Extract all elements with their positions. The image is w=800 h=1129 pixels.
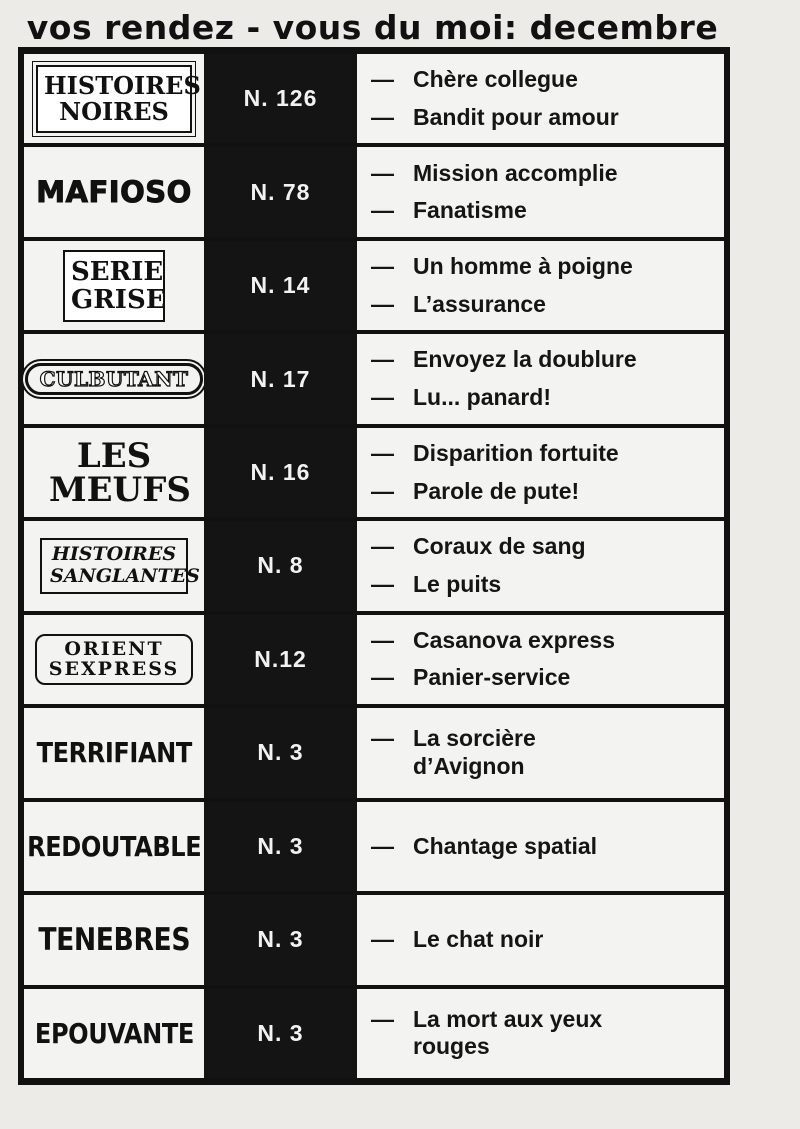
story-titles <box>357 147 724 236</box>
issue-number: N. 17 <box>204 334 357 423</box>
story-title-text: Le puits <box>413 570 502 597</box>
table-row <box>21 428 727 517</box>
series-logo <box>24 241 204 330</box>
series-logo <box>24 521 204 610</box>
story-title <box>371 627 724 655</box>
series-logo-text: REDOUTABLE <box>26 829 202 863</box>
story-titles <box>357 241 724 330</box>
table-row <box>21 802 727 891</box>
page-title: vos rendez - vous du moi: decembre <box>26 8 719 47</box>
story-titles <box>357 334 724 423</box>
dash: — <box>371 926 394 952</box>
dash: — <box>371 477 394 504</box>
series-logo-text: MAFIOSO <box>36 175 192 210</box>
issue-number: N. 3 <box>204 895 357 984</box>
story-title-text: Panier-service <box>413 664 571 691</box>
dash: — <box>371 725 394 752</box>
table-row <box>21 895 727 984</box>
story-title <box>371 197 724 225</box>
dash: — <box>371 384 394 411</box>
issue-number: N. 16 <box>204 428 357 517</box>
series-logo-text: HISTOIRES SANGLANTES <box>40 538 188 594</box>
story-title <box>371 346 724 374</box>
table-row <box>21 708 727 797</box>
series-logo <box>24 802 204 891</box>
table-row <box>21 615 727 704</box>
story-title <box>371 926 724 954</box>
dash: — <box>371 664 394 691</box>
story-title-text: La mort aux yeux rouges <box>413 1005 603 1060</box>
table-row <box>21 147 727 236</box>
story-title-text: Chère collegue <box>413 66 578 93</box>
story-title <box>371 533 724 561</box>
dash: — <box>371 159 394 186</box>
dash: — <box>371 533 394 560</box>
issue-number: N. 78 <box>204 147 357 236</box>
story-titles <box>357 521 724 610</box>
story-title <box>371 478 724 506</box>
series-logo <box>24 989 204 1078</box>
story-titles <box>357 989 724 1078</box>
series-logo <box>24 708 204 797</box>
story-title-text: Le chat noir <box>413 926 544 952</box>
story-titles <box>357 708 724 797</box>
story-title-text: Envoyez la doublure <box>413 346 637 373</box>
series-logo-text: TERRIFIANT <box>36 736 192 770</box>
series-logo <box>24 428 204 517</box>
dash: — <box>371 570 394 597</box>
story-title <box>371 104 724 132</box>
dash: — <box>371 439 394 466</box>
story-title <box>371 440 724 468</box>
story-title <box>371 833 724 861</box>
story-title-text: Fanatisme <box>413 197 527 224</box>
story-title <box>371 66 724 94</box>
issue-number: N. 3 <box>204 708 357 797</box>
dash: — <box>371 253 394 280</box>
story-titles <box>357 615 724 704</box>
dash: — <box>371 346 394 373</box>
dash: — <box>371 66 394 93</box>
story-title-text: Bandit pour amour <box>413 103 619 130</box>
story-title <box>371 664 724 692</box>
issue-number: N. 8 <box>204 521 357 610</box>
issue-number: N.12 <box>204 615 357 704</box>
dash: — <box>371 290 394 317</box>
story-titles <box>357 428 724 517</box>
series-logo <box>24 334 204 423</box>
series-logo <box>24 54 204 143</box>
dash: — <box>371 103 394 130</box>
story-title <box>371 725 724 780</box>
series-logo-text: SERIE GRISE <box>63 250 165 322</box>
story-title <box>371 1006 724 1061</box>
story-title <box>371 571 724 599</box>
issue-number: N. 3 <box>204 802 357 891</box>
story-title-text: Lu... panard! <box>413 384 551 411</box>
story-title-text: Disparition fortuite <box>413 439 619 466</box>
table-row <box>21 521 727 610</box>
issue-number: N. 126 <box>204 54 357 143</box>
story-title-text: L’assurance <box>413 290 546 317</box>
dash: — <box>371 832 394 859</box>
dash: — <box>371 197 394 224</box>
series-logo <box>24 895 204 984</box>
story-titles <box>357 802 724 891</box>
series-logo-text: EPOUVANTE <box>34 1016 194 1050</box>
story-title <box>371 384 724 412</box>
story-title-text: Casanova express <box>413 626 616 653</box>
series-logo-text: HISTOIRES NOIRES <box>36 65 192 133</box>
story-titles <box>357 895 724 984</box>
story-title <box>371 253 724 281</box>
story-title-text: Parole de pute! <box>413 477 580 504</box>
story-title-text: Chantage spatial <box>413 832 598 859</box>
schedule-table <box>18 47 730 1085</box>
series-logo-text: TENEBRES <box>38 921 190 958</box>
story-title-text: Mission accomplie <box>413 159 618 186</box>
story-title-text: Coraux de sang <box>413 533 586 560</box>
series-logo-text: LES MEUFS <box>49 435 191 510</box>
table-row <box>21 989 727 1078</box>
story-titles <box>357 54 724 143</box>
series-logo <box>24 147 204 236</box>
dash: — <box>371 1005 394 1032</box>
series-logo-text: ORIENT SEXPRESS <box>35 634 193 686</box>
issue-number: N. 3 <box>204 989 357 1078</box>
dash: — <box>371 626 394 653</box>
story-title-text: Un homme à poigne <box>413 253 633 280</box>
series-logo-text: CULBUTANT <box>25 363 204 395</box>
issue-number: N. 14 <box>204 241 357 330</box>
story-title-text: La sorcière d’Avignon <box>413 725 536 779</box>
series-logo <box>24 615 204 704</box>
story-title <box>371 291 724 319</box>
table-row <box>21 54 727 143</box>
story-title <box>371 160 724 188</box>
table-row <box>21 241 727 330</box>
table-row <box>21 334 727 423</box>
